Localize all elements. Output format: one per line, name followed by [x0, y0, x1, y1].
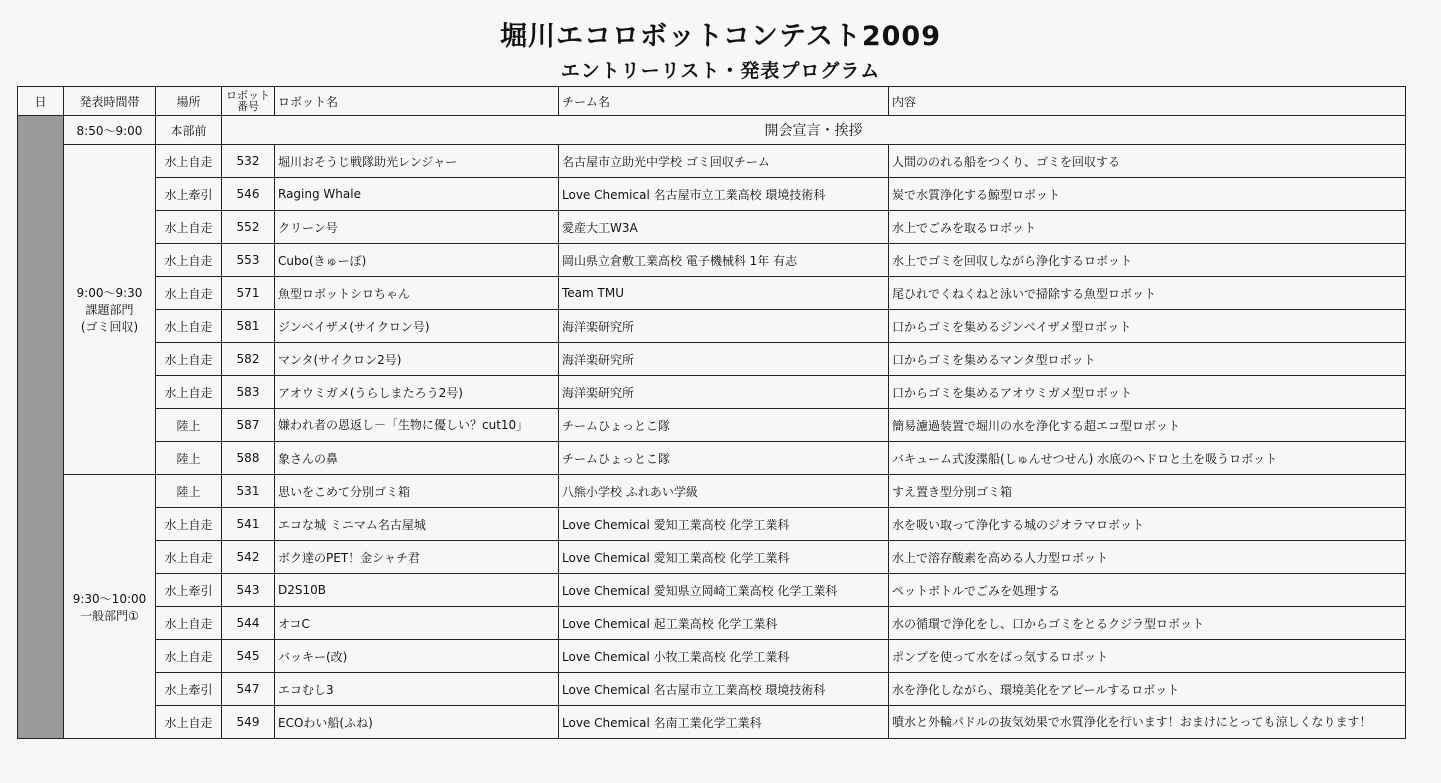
place-cell: 水上自走: [156, 277, 222, 310]
robot-number-cell: 581: [222, 310, 275, 343]
content-cell: 水上で溶存酸素を高める人力型ロボット: [889, 541, 1406, 574]
robot-name-cell: 思いをこめて分別ゴミ箱: [275, 475, 559, 508]
robot-number-cell: 531: [222, 475, 275, 508]
content-cell: 口からゴミを集めるアオウミガメ型ロボット: [889, 376, 1406, 409]
robot-number-cell: 587: [222, 409, 275, 442]
robot-name-cell: ECOわい船(ふね): [275, 706, 559, 739]
opening-place: 本部前: [156, 116, 222, 145]
content-cell: すえ置き型分別ゴミ箱: [889, 475, 1406, 508]
robot-number-cell: 547: [222, 673, 275, 706]
place-cell: 陸上: [156, 409, 222, 442]
header-robot-number-line1: ロボット: [226, 89, 270, 102]
header-robot-number: [222, 87, 275, 116]
session-category-sub: (ゴミ回収): [80, 320, 139, 334]
robot-number-cell: 532: [222, 145, 275, 178]
robot-name-cell: 魚型ロボットシロちゃん: [275, 277, 559, 310]
robot-number-cell: 543: [222, 574, 275, 607]
place-cell: 水上自走: [156, 145, 222, 178]
content-cell: 水上でごみを取るロボット: [889, 211, 1406, 244]
robot-name-cell: ボク達のPET！金シャチ君: [275, 541, 559, 574]
robot-name-cell: 象さんの鼻: [275, 442, 559, 475]
team-cell: チームひょっとこ隊: [559, 409, 889, 442]
team-cell: 愛産大工W3A: [559, 211, 889, 244]
content-cell: 水を吸い取って浄化する城のジオラマロボット: [889, 508, 1406, 541]
content-cell: バキューム式浚渫船(しゅんせつせん) 水底のヘドロと土を吸うロボット: [889, 442, 1406, 475]
place-cell: 水上自走: [156, 376, 222, 409]
table-row: [18, 343, 1406, 376]
table-row: [18, 244, 1406, 277]
robot-name-cell: 堀川おそうじ戦隊助光レンジャー: [275, 145, 559, 178]
team-cell: Love Chemical 愛知工業高校 化学工業科: [559, 541, 889, 574]
place-cell: 水上自走: [156, 508, 222, 541]
content-cell: 水上でゴミを回収しながら浄化するロボット: [889, 244, 1406, 277]
robot-number-cell: 553: [222, 244, 275, 277]
robot-number-cell: 583: [222, 376, 275, 409]
team-cell: Love Chemical 名古屋市立工業高校 環境技術科: [559, 178, 889, 211]
robot-number-cell: 582: [222, 343, 275, 376]
robot-name-cell: ジンベイザメ(サイクロン号): [275, 310, 559, 343]
opening-time: 8:50～9:00: [64, 116, 156, 145]
robot-name-cell: クリーン号: [275, 211, 559, 244]
content-cell: 口からゴミを集めるマンタ型ロボット: [889, 343, 1406, 376]
robot-name-cell: バッキー(改): [275, 640, 559, 673]
team-cell: 八熊小学校 ふれあい学級: [559, 475, 889, 508]
program-table: [17, 86, 1406, 739]
place-cell: 水上牽引: [156, 178, 222, 211]
place-cell: 水上自走: [156, 607, 222, 640]
session-category: 一般部門①: [80, 608, 139, 623]
team-cell: Love Chemical 愛知県立岡崎工業高校 化学工業科: [559, 574, 889, 607]
content-cell: 水を浄化しながら、環境美化をアピールするロボット: [889, 673, 1406, 706]
team-cell: 岡山県立倉敷工業高校 電子機械科 1年 有志: [559, 244, 889, 277]
table-row: [18, 607, 1406, 640]
content-cell: 簡易濾過装置で堀川の水を浄化する超エコ型ロボット: [889, 409, 1406, 442]
table-row: [18, 277, 1406, 310]
header-team: チーム名: [559, 87, 889, 116]
table-row: [18, 673, 1406, 706]
team-cell: Love Chemical 名南工業化学工業科: [559, 706, 889, 739]
place-cell: 水上自走: [156, 244, 222, 277]
place-cell: 水上自走: [156, 706, 222, 739]
robot-name-cell: マンタ(サイクロン2号): [275, 343, 559, 376]
content-cell: 噴水と外輪パドルの抜気効果で水質浄化を行います！おまけにとっても涼しくなります！: [889, 706, 1406, 739]
team-cell: 海洋楽研究所: [559, 343, 889, 376]
header-row: [18, 87, 1406, 116]
team-cell: チームひょっとこ隊: [559, 442, 889, 475]
robot-name-cell: Raging Whale: [275, 178, 559, 211]
robot-name-cell: エコむし3: [275, 673, 559, 706]
table-row: [18, 310, 1406, 343]
header-robot-name: ロボット名: [275, 87, 559, 116]
session-time-cell: [64, 475, 156, 739]
session-time-cell: [64, 145, 156, 475]
page-title: 堀川エコロボットコンテスト2009: [500, 21, 941, 52]
content-cell: 水の循環で浄化をし、口からゴミをとるクジラ型ロボット: [889, 607, 1406, 640]
robot-number-cell: 541: [222, 508, 275, 541]
team-cell: 海洋楽研究所: [559, 376, 889, 409]
day-cell: [18, 116, 64, 739]
robot-name-cell: 嫌われ者の恩返し－「生物に優しい？cut10」: [275, 409, 559, 442]
table-row: [18, 145, 1406, 178]
table-row: [18, 475, 1406, 508]
team-cell: 海洋楽研究所: [559, 310, 889, 343]
place-cell: 水上牽引: [156, 574, 222, 607]
place-cell: 陸上: [156, 442, 222, 475]
place-cell: 水上自走: [156, 211, 222, 244]
table-row: [18, 541, 1406, 574]
header-day: 日: [18, 87, 64, 116]
header-robot-number-line2: 番号: [237, 100, 259, 113]
place-cell: 水上自走: [156, 343, 222, 376]
page-subtitle: エントリーリスト・発表プログラム: [560, 60, 881, 82]
table-row: [18, 376, 1406, 409]
place-cell: 水上自走: [156, 640, 222, 673]
team-cell: 名古屋市立助光中学校 ゴミ回収チーム: [559, 145, 889, 178]
robot-name-cell: D2S10B: [275, 574, 559, 607]
place-cell: 水上自走: [156, 541, 222, 574]
table-row: [18, 706, 1406, 739]
robot-number-cell: 588: [222, 442, 275, 475]
robot-number-cell: 544: [222, 607, 275, 640]
opening-row: [18, 116, 1406, 145]
robot-number-cell: 546: [222, 178, 275, 211]
place-cell: 水上牽引: [156, 673, 222, 706]
content-cell: ペットボトルでごみを処理する: [889, 574, 1406, 607]
session-time: 9:00～9:30: [76, 286, 143, 300]
session-category: 課題部門: [85, 303, 134, 317]
opening-label: 開会宣言・挨拶: [222, 116, 1406, 145]
team-cell: Team TMU: [559, 277, 889, 310]
content-cell: 口からゴミを集めるジンベイザメ型ロボット: [889, 310, 1406, 343]
table-row: [18, 442, 1406, 475]
place-cell: 陸上: [156, 475, 222, 508]
content-cell: 炭で水質浄化する鯨型ロボット: [889, 178, 1406, 211]
table-row: [18, 409, 1406, 442]
header-place: 場所: [156, 87, 222, 116]
header-content: 内容: [889, 87, 1406, 116]
robot-number-cell: 545: [222, 640, 275, 673]
team-cell: Love Chemical 小牧工業高校 化学工業科: [559, 640, 889, 673]
team-cell: Love Chemical 愛知工業高校 化学工業科: [559, 508, 889, 541]
robot-name-cell: エコな城 ミニマム名古屋城: [275, 508, 559, 541]
session-time: 9:30～10:00: [72, 591, 147, 606]
robot-name-cell: オコC: [275, 607, 559, 640]
team-cell: Love Chemical 名古屋市立工業高校 環境技術科: [559, 673, 889, 706]
table-row: [18, 211, 1406, 244]
robot-number-cell: 571: [222, 277, 275, 310]
content-cell: ポンプを使って水をばっ気するロボット: [889, 640, 1406, 673]
header-time: 発表時間帯: [64, 87, 156, 116]
robot-number-cell: 542: [222, 541, 275, 574]
place-cell: 水上自走: [156, 310, 222, 343]
robot-number-cell: 552: [222, 211, 275, 244]
table-row: [18, 640, 1406, 673]
robot-number-cell: 549: [222, 706, 275, 739]
content-cell: 人間ののれる船をつくり、ゴミを回収する: [889, 145, 1406, 178]
content-cell: 尾ひれでくねくねと泳いで掃除する魚型ロボット: [889, 277, 1406, 310]
table-row: [18, 508, 1406, 541]
table-row: [18, 574, 1406, 607]
robot-name-cell: Cubo(きゅーぼ): [275, 244, 559, 277]
robot-name-cell: アオウミガメ(うらしまたろう2号): [275, 376, 559, 409]
table-row: [18, 178, 1406, 211]
team-cell: Love Chemical 起工業高校 化学工業科: [559, 607, 889, 640]
